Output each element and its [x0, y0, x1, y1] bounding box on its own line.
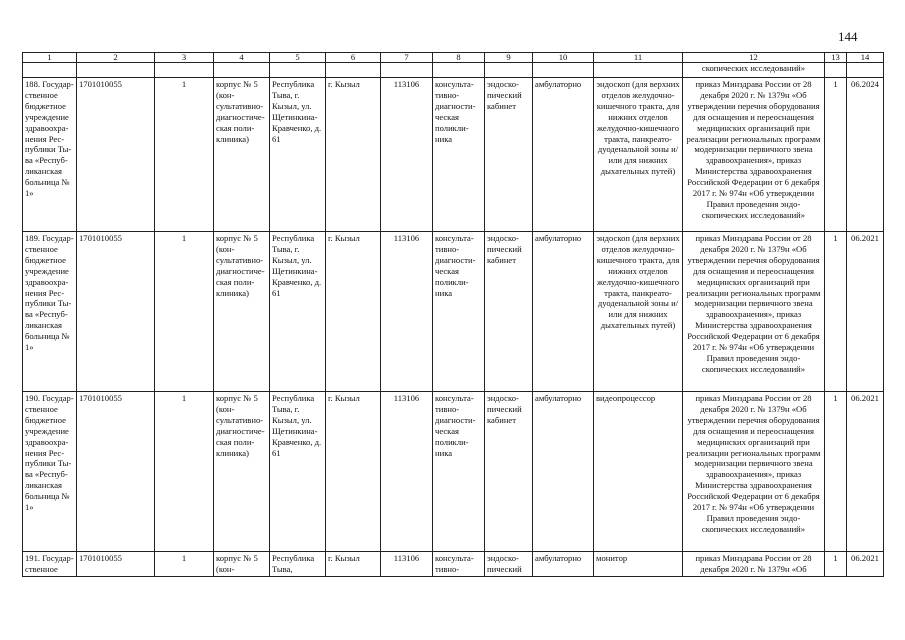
cell-name: 189. Государственное бюджетное учреждение здравоохранения Республики Тыва «Республиканская больница № 1»: [23, 232, 77, 392]
column-header: 2: [77, 53, 155, 63]
cell-count: 1: [825, 392, 847, 552]
cell-room: эндоскопический кабинет: [485, 392, 533, 552]
page-number: 144: [838, 29, 858, 44]
cell-equipment: эндоскоп (для верхних отделов желудочно-кишечного тракта, для нижних отделов желудочно-кишечного тракта, панкреатодуоденальной зоны и/или для нижних дыхательных путей): [594, 232, 683, 392]
cell-room: эндоскопический: [485, 552, 533, 577]
cell-building: корпус № 5 (кон-: [214, 552, 270, 577]
cell-address: Республика Тыва, г. Кызыл, ул. Щетинкина-Кравченко, д. 61: [270, 232, 326, 392]
table-row: [23, 78, 884, 232]
cell-equipment: видеопроцессор: [594, 392, 683, 552]
cell-building: корпус № 5 (консультативно-диагностическая поликлиника): [214, 78, 270, 232]
cell-unit: консультативно-диагностическая поликлиника: [433, 232, 485, 392]
column-header: 11: [594, 53, 683, 63]
table-row: [23, 552, 884, 577]
cell-qty: 1: [155, 78, 214, 232]
cell-building: корпус № 5 (консультативно-диагностическая поликлиника): [214, 232, 270, 392]
cell-unit: консультативно-: [433, 552, 485, 577]
cell-index: 113106: [381, 78, 433, 232]
cell-date: 06.2021: [847, 232, 884, 392]
column-header: 8: [433, 53, 485, 63]
cell-condition: амбулаторно: [533, 232, 594, 392]
cell-equipment: эндоскоп (для верхних отделов желудочно-кишечного тракта, для нижних отделов желудочно-кишечного тракта, панкреатодуоденальной зоны и/или для нижних дыхательных путей): [594, 78, 683, 232]
column-header: 3: [155, 53, 214, 63]
cell-basis: приказ Минздрава России от 28 декабря 2020 г. № 1379н «Об утверждении перечня оборудования для оснащения и переоснащения медицинских организаций при реализации региональных программ модернизации первичного звена здравоохранения», приказ Министерства здравоохранения Российской Федерации от 6 декабря 2017 г. № 974н «Об утверждении Правил проведения эндоскопических исследований»: [683, 78, 825, 232]
cell-index: 113106: [381, 552, 433, 577]
cell-name: 190. Государственное бюджетное учреждение здравоохранения Республики Тыва «Республиканская больница № 1»: [23, 392, 77, 552]
cell-unit: консультативно-диагностическая поликлиника: [433, 78, 485, 232]
cell-basis: приказ Минздрава России от 28 декабря 2020 г. № 1379н «Об утверждении перечня оборудования для оснащения и переоснащения медицинских организаций при реализации региональных программ модернизации первичного звена здравоохранения», приказ Министерства здравоохранения Российской Федерации от 6 декабря 2017 г. № 974н «Об утверждении Правил проведения эндоскопических исследований»: [683, 392, 825, 552]
column-header: 14: [847, 53, 884, 63]
cell-count: 1: [825, 232, 847, 392]
cell-code: 1701010055: [77, 232, 155, 392]
cell-condition: амбулаторно: [533, 392, 594, 552]
cell-room: эндоскопический кабинет: [485, 232, 533, 392]
column-header: 12: [683, 53, 825, 63]
column-header: 4: [214, 53, 270, 63]
cell-room: эндоскопический кабинет: [485, 78, 533, 232]
cell-date: 06.2024: [847, 78, 884, 232]
column-header: 1: [23, 53, 77, 63]
continuation-row: [23, 63, 884, 78]
continuation-text: скопических исследований»: [683, 63, 825, 78]
equipment-table: [22, 52, 884, 577]
column-header: 10: [533, 53, 594, 63]
cell-count: 1: [825, 552, 847, 577]
cell-equipment: монитор: [594, 552, 683, 577]
cell-qty: 1: [155, 392, 214, 552]
cell-unit: консультативно-диагностическая поликлиника: [433, 392, 485, 552]
cell-basis: приказ Минздрава России от 28 декабря 2020 г. № 1379н «Об утверждении перечня оборудования для оснащения и переоснащения медицинских организаций при реализации региональных программ модернизации первичного звена здравоохранения», приказ Министерства здравоохранения Российской Федерации от 6 декабря 2017 г. № 974н «Об утверждении Правил проведения эндоскопических исследований»: [683, 232, 825, 392]
column-header: 6: [326, 53, 381, 63]
header-row: [23, 53, 884, 63]
cell-city: г. Кызыл: [326, 232, 381, 392]
cell-date: 06.2021: [847, 392, 884, 552]
cell-name: 191. Государственное: [23, 552, 77, 577]
cell-qty: 1: [155, 232, 214, 392]
cell-address: Республика Тыва, г. Кызыл, ул. Щетинкина-Кравченко, д. 61: [270, 392, 326, 552]
cell-address: Республика Тыва,: [270, 552, 326, 577]
cell-count: 1: [825, 78, 847, 232]
column-header: 7: [381, 53, 433, 63]
cell-condition: амбулаторно: [533, 78, 594, 232]
cell-basis: приказ Минздрава России от 28 декабря 2020 г. № 1379н «Об: [683, 552, 825, 577]
cell-code: 1701010055: [77, 392, 155, 552]
table-row: [23, 232, 884, 392]
cell-qty: 1: [155, 552, 214, 577]
cell-index: 113106: [381, 232, 433, 392]
cell-city: г. Кызыл: [326, 392, 381, 552]
cell-date: 06.2021: [847, 552, 884, 577]
cell-building: корпус № 5 (консультативно-диагностическая поликлиника): [214, 392, 270, 552]
cell-name: 188. Государственное бюджетное учреждение здравоохранения Республики Тыва «Республиканская больница № 1»: [23, 78, 77, 232]
column-header: 9: [485, 53, 533, 63]
cell-city: г. Кызыл: [326, 78, 381, 232]
cell-index: 113106: [381, 392, 433, 552]
table-row: [23, 392, 884, 552]
cell-code: 1701010055: [77, 78, 155, 232]
cell-address: Республика Тыва, г. Кызыл, ул. Щетинкина-Кравченко, д. 61: [270, 78, 326, 232]
cell-city: г. Кызыл: [326, 552, 381, 577]
cell-code: 1701010055: [77, 552, 155, 577]
cell-condition: амбулаторно: [533, 552, 594, 577]
column-header: 13: [825, 53, 847, 63]
column-header: 5: [270, 53, 326, 63]
